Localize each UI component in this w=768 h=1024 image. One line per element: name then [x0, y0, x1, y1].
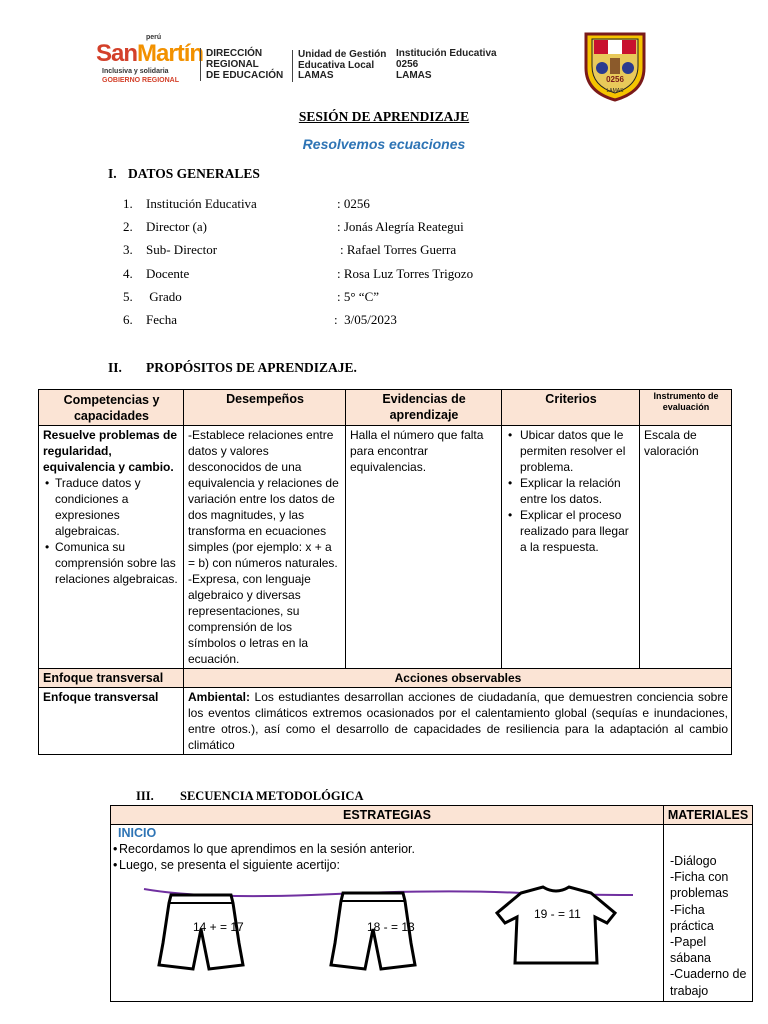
criterios-cell: [502, 426, 640, 669]
school-shield-icon: [582, 30, 648, 102]
header-competencias: Competencias y capacidades: [39, 390, 184, 426]
table-row: [39, 669, 732, 688]
header-desempenos: Desempeños: [184, 390, 346, 426]
page-header: [96, 30, 696, 100]
ugel-label: Unidad de Gestión Educativa Local LAMAS: [292, 50, 386, 82]
san-martin-logo: perú SanMartín Inclusiva y solidaria GOBIERNO REGIONAL: [96, 34, 204, 84]
svg-text:LAMAS: LAMAS: [606, 88, 624, 94]
section-heading-general: I. DATOS GENERALES: [108, 166, 260, 181]
section-heading-purposes: II. PROPÓSITOS DE APRENDIZAJE.: [108, 360, 357, 375]
list-item: • Ubicar datos que le permiten resolver el problema.: [506, 427, 636, 475]
table-header-row: [39, 390, 732, 426]
list-item: -Ficha práctica: [670, 902, 714, 933]
purposes-table: [38, 389, 732, 755]
desempenos-cell: -Establece relaciones entre datos y valores desconocidos de una equivalencia y relaciones de variación entre los datos de dos magnitudes, y las transforma en ecuaciones simples (por ejemplo: x + a = b) con números naturales. -Expresa, con lenguaje algebraico y diversas representaciones, su comprensión de los símbolos o letras en la ecuación.: [184, 426, 346, 669]
instrumento-cell: Escala de valoración: [640, 426, 732, 669]
riddle-shorts-2: 18 - = 13: [367, 920, 415, 934]
enfoque-label: Enfoque transversal: [39, 688, 184, 755]
estrategias-cell: [111, 825, 664, 1002]
sequence-table: [110, 805, 753, 1002]
evidencias-cell: Halla el número que falta para encontrar equivalencias.: [346, 426, 502, 669]
header-materiales: MATERIALES: [664, 806, 753, 825]
acciones-header: Acciones observables: [184, 669, 732, 688]
header-instrumento: Instrumento de evaluación: [640, 390, 732, 426]
page-title: SESIÓN DE APRENDIZAJE: [298, 109, 470, 124]
list-item: -Cuaderno de trabajo: [670, 967, 747, 998]
header-criterios: Criterios: [502, 390, 640, 426]
capacidades-list: [43, 475, 180, 587]
table-row: [39, 426, 732, 669]
page-subtitle: Resolvemos ecuaciones: [302, 136, 466, 152]
enfoque-header: Enfoque transversal: [39, 669, 184, 688]
list-item: • Luego, se presenta el siguiente acertijo:: [113, 858, 340, 872]
list-item: • Recordamos lo que aprendimos en la sesión anterior.: [113, 842, 416, 856]
section-heading-sequence: III. SECUENCIA METODOLÓGICA: [136, 789, 364, 803]
competencias-cell: Resuelve problemas de regularidad, equivalencia y cambio. • Traduce datos y condiciones a expresiones algebraicas. • Comunica su comprensión sobre las relaciones algebraicas.: [39, 426, 184, 669]
list-item: -Diálogo: [670, 854, 717, 868]
table-row: [111, 825, 753, 1002]
dre-label: DIRECCIÓN REGIONAL DE EDUCACIÓN: [200, 48, 283, 81]
list-item: • Comunica su comprensión sobre las relaciones algebraicas.: [43, 539, 180, 587]
list-item: • Traduce datos y condiciones a expresiones algebraicas.: [43, 475, 180, 539]
header-evidencias: Evidencias de aprendizaje: [346, 390, 502, 426]
list-item: -Ficha con problemas: [670, 870, 729, 901]
inicio-label: INICIO: [118, 826, 157, 840]
svg-text:0256: 0256: [606, 75, 624, 84]
materiales-cell: [664, 825, 753, 1002]
institution-label: Institución Educativa 0256 LAMAS: [396, 48, 497, 81]
riddle-tshirt: 19 - = 11: [534, 907, 581, 921]
table-header-row: [111, 806, 753, 825]
list-item: -Papel sábana: [670, 935, 712, 966]
table-row: [39, 688, 732, 755]
riddle-shorts-1: 14 + = 17: [193, 920, 244, 934]
header-estrategias: ESTRATEGIAS: [111, 806, 664, 825]
list-item: • Explicar la relación entre los datos.: [506, 475, 636, 507]
acciones-cell: Ambiental: Los estudiantes desarrollan acciones de ciudadanía, que demuestren conciencia sobre los eventos climáticos extremos ocasionados por el calentamiento global (sequías e inundaciones, entre otros.), así como el desarrollo de capacidades de resiliencia para la adaptación al cambio climático: [184, 688, 732, 755]
clothesline-riddle: [111, 873, 663, 983]
list-item: • Explicar el proceso realizado para llegar a la respuesta.: [506, 507, 636, 555]
